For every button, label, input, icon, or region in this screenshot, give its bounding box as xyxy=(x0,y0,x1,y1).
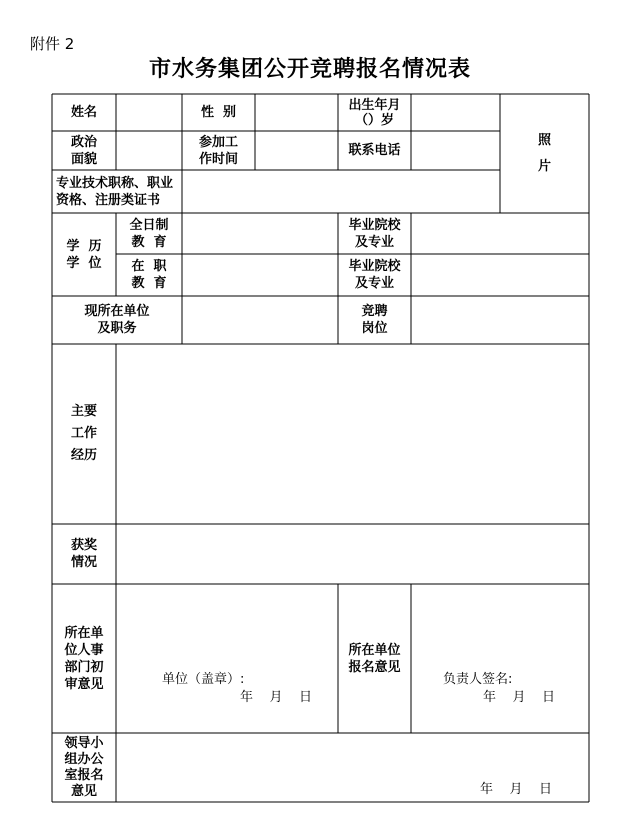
label-birth: 出生年月 （）岁 xyxy=(348,97,401,128)
label-gender: 性 别 xyxy=(200,105,237,120)
attachment-label: 附件 2 xyxy=(30,35,75,53)
label-awards: 获奖 情况 xyxy=(70,538,97,570)
date-hr-review: 年 月 日 xyxy=(240,690,313,705)
label-name: 姓名 xyxy=(70,105,97,120)
label-position: 竞聘 岗位 xyxy=(361,304,388,336)
label-school-major-fulltime: 毕业院校 及专业 xyxy=(348,217,401,250)
date-unit-opinion: 年 月 日 xyxy=(483,690,556,705)
seal-label: 单位（盖章）: xyxy=(162,672,245,687)
label-fulltime-education: 全日制 教 育 xyxy=(129,217,169,250)
label-work-start: 参加工 作时间 xyxy=(198,134,238,167)
label-education-degree: 学 历 学 位 xyxy=(66,238,102,271)
label-title-qualification: 专业技术职称、职业 资格、注册类证书 xyxy=(56,175,174,208)
label-political-status: 政治 面貌 xyxy=(70,134,97,167)
label-unit-opinion: 所在单位 报名意见 xyxy=(348,642,401,675)
label-leader-office: 领导小 组办公 室报名 意见 xyxy=(64,735,104,799)
label-parttime-education: 在 职 教 育 xyxy=(131,259,167,291)
label-hr-review: 所在单 位人事 部门初 审意见 xyxy=(64,625,104,692)
date-leader-office: 年 月 日 xyxy=(480,782,553,797)
signature-label: 负责人签名: xyxy=(443,672,513,687)
label-current-unit: 现所在单位 及职务 xyxy=(84,304,150,336)
label-photo: 照 片 xyxy=(537,132,551,174)
label-work-history: 主要 工作 经历 xyxy=(70,404,97,463)
form-title: 市水务集团公开竞聘报名情况表 xyxy=(148,56,471,82)
label-school-major-parttime: 毕业院校 及专业 xyxy=(348,259,401,291)
label-phone: 联系电话 xyxy=(348,143,401,158)
